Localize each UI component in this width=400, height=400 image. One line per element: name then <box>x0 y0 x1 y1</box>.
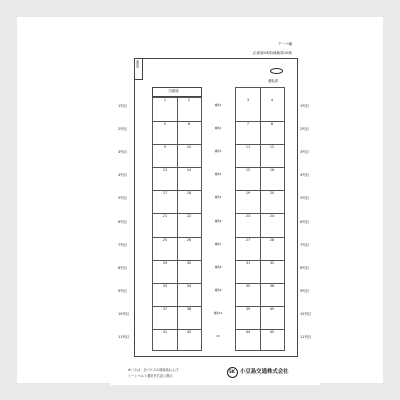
seat-number: 26 <box>186 237 192 242</box>
seat-number: 19 <box>245 191 251 196</box>
row-label-right: 6列目 <box>300 219 309 224</box>
aisle-seat-label: 補助9 <box>214 288 222 292</box>
seat-number: 24 <box>269 214 275 219</box>
row-label-left: 6列目 <box>118 219 127 224</box>
seat-number: 7 <box>246 122 250 127</box>
seat-number: 39 <box>245 306 251 311</box>
crew-box-label: 乗務員 <box>135 60 139 68</box>
aisle-seat-label: 補助6 <box>214 219 222 223</box>
seat-number: 13 <box>162 168 168 173</box>
seat-number: 41 <box>162 329 168 334</box>
seat-number: 36 <box>269 283 275 288</box>
aisle-seat-label: 補助8 <box>214 265 222 269</box>
seat-number: 5 <box>163 122 167 127</box>
row-label-left: 7列目 <box>118 242 127 247</box>
seat-number: 14 <box>186 168 192 173</box>
seat-number: 22 <box>186 214 192 219</box>
row-label-right: 11列目 <box>300 334 312 339</box>
company-name: 小豆島交通株式会社 <box>240 369 289 375</box>
seat-number: 29 <box>162 260 168 265</box>
seat-number: 32 <box>269 260 275 265</box>
seat-number: 31 <box>245 260 251 265</box>
seat-number: 3 <box>246 98 250 102</box>
seat-number: 25 <box>162 237 168 242</box>
seat-column-divider <box>260 88 261 350</box>
row-label-right: 3列目 <box>300 150 309 155</box>
sheet-subtitle: 正座席43席/補助席10席 <box>252 51 292 55</box>
aisle-seat-label: 補助3 <box>214 150 222 154</box>
row-label-right: 8列目 <box>300 265 309 270</box>
seat-number: 23 <box>245 214 251 219</box>
seat-column-divider <box>177 98 178 350</box>
row-label-left: 9列目 <box>118 288 127 293</box>
seat-number: 18 <box>186 191 192 196</box>
row-label-right: 9列目 <box>300 288 309 293</box>
row-label-left: 8列目 <box>118 265 127 270</box>
seat-number: 6 <box>187 122 191 127</box>
row-label-left: 4列目 <box>118 173 127 178</box>
seat-number: 34 <box>186 283 192 288</box>
left-column-header: 乃維席 <box>168 89 179 93</box>
row-label-left: 5列目 <box>118 196 127 201</box>
seat-number: 1 <box>163 98 167 102</box>
seat-number: 40 <box>269 306 275 311</box>
row-label-left: 10列目 <box>118 311 130 316</box>
footer-note-line2: シートベルト着用を右記に掲示 <box>128 374 173 378</box>
seat-number: 28 <box>269 237 275 242</box>
seat-number: 8 <box>270 122 274 127</box>
aisle-seat-label: 補助2 <box>214 127 222 131</box>
row-label-right: 7列目 <box>300 242 309 247</box>
seat-number: 30 <box>186 260 192 265</box>
aisle-seat-label: 補助10 <box>213 311 223 315</box>
right-seat-block <box>235 87 285 351</box>
company-logo-text: SK <box>229 369 235 374</box>
steering-wheel <box>270 68 283 74</box>
row-label-right: 10列目 <box>300 311 312 316</box>
row-label-left: 1列目 <box>118 104 127 109</box>
seat-number: 4 <box>270 98 274 102</box>
seat-number: 12 <box>269 145 275 150</box>
sheet-top-right-label: アーバ編 <box>277 42 292 46</box>
row-label-right: 2列目 <box>300 127 309 132</box>
seat-number: 2 <box>187 98 191 102</box>
preview-card <box>17 17 383 383</box>
seat-number: 27 <box>245 237 251 242</box>
seat-number: 38 <box>186 306 192 311</box>
row-label-right: 4列目 <box>300 173 309 178</box>
footer-note-line1: ※バスは、全パケスの座席表および <box>128 368 179 372</box>
aisle-seat-label: 補助5 <box>214 196 222 200</box>
row-label-right: 5列目 <box>300 196 309 201</box>
seat-number: 35 <box>245 283 251 288</box>
row-label-left: 3列目 <box>118 150 127 155</box>
row-label-left: 11列目 <box>118 334 130 339</box>
seat-number: 20 <box>269 191 275 196</box>
seat-chart-sheet <box>110 40 320 385</box>
aisle-seat-label: 補助4 <box>214 173 222 177</box>
seat-number: 33 <box>162 283 168 288</box>
row-label-right: 1列目 <box>300 104 309 109</box>
seat-number: 16 <box>269 168 275 173</box>
seat-number: 37 <box>162 306 168 311</box>
seat-number: 17 <box>162 191 168 196</box>
seat-number: 11 <box>245 145 251 150</box>
aisle-seat-label: 43 <box>216 334 220 338</box>
seat-number: 45 <box>269 329 275 334</box>
seat-number: 21 <box>162 214 168 219</box>
seat-number: 10 <box>186 145 192 150</box>
aisle-seat-label: 補助1 <box>214 104 222 108</box>
seat-number: 42 <box>186 329 192 334</box>
seat-number: 15 <box>245 168 251 173</box>
seat-number: 44 <box>245 329 251 334</box>
aisle-seat-label: 補助7 <box>214 242 222 246</box>
row-label-left: 2列目 <box>118 127 127 132</box>
driver-seat-label: 運転席 <box>268 79 279 83</box>
left-seat-block <box>152 97 202 351</box>
seat-number: 9 <box>163 145 167 150</box>
